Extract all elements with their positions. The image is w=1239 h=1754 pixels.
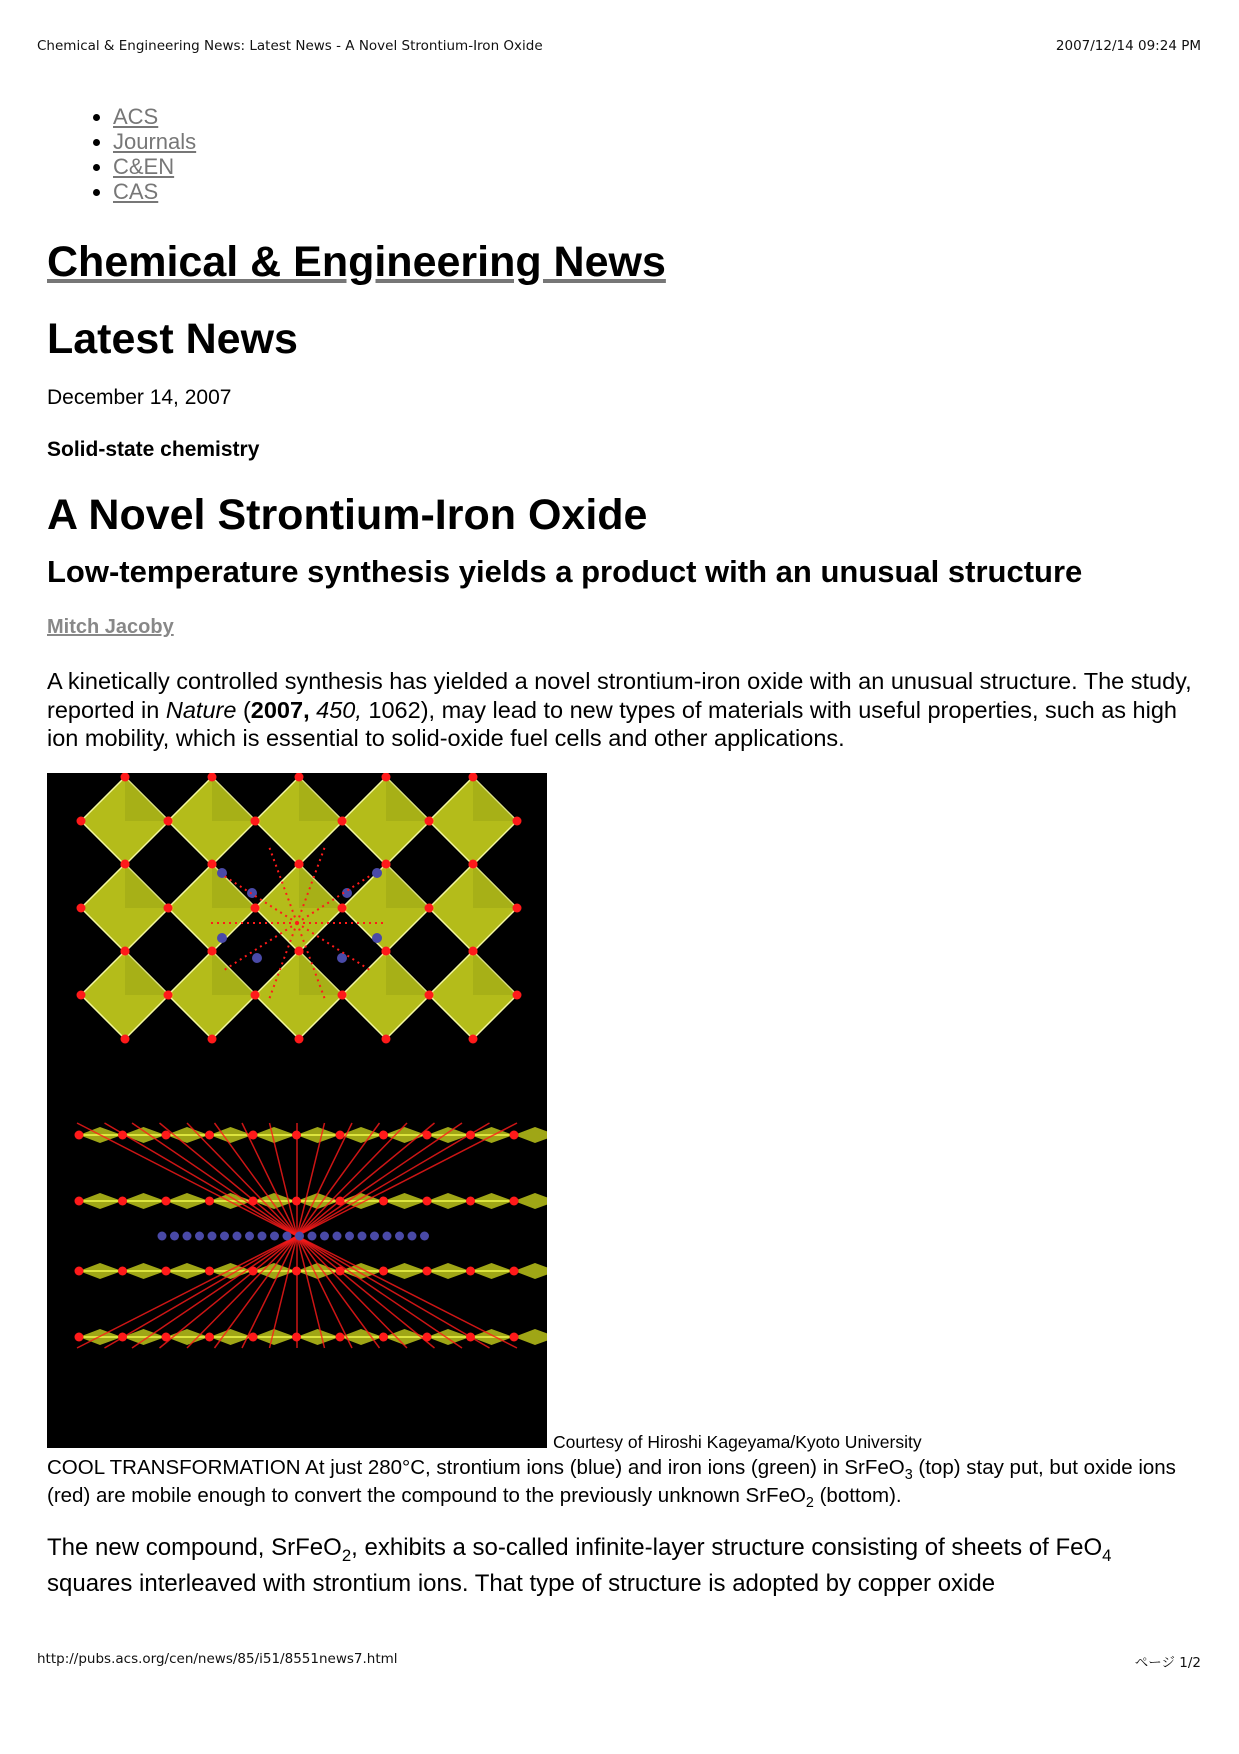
- oxide-ion: [336, 1332, 345, 1341]
- oxide-ion: [379, 1130, 388, 1139]
- oxide-ion: [121, 1034, 130, 1043]
- oxide-ion: [208, 859, 217, 868]
- oxide-ion: [425, 990, 434, 999]
- body-subscript-1: 2: [341, 1545, 352, 1565]
- body-text-3: squares interleaved with strontium ions. That type of structure is adopted by copper oxide: [47, 1569, 996, 1597]
- figure-row: [47, 773, 1197, 1452]
- figure-credit: Courtesy of Hiroshi Kageyama/Kyoto University: [553, 1431, 922, 1452]
- print-footer-url: http://pubs.acs.org/cen/news/85/i51/8551news7.html: [37, 1651, 398, 1667]
- strontium-ion: [245, 1231, 254, 1240]
- strontium-ion: [308, 1231, 317, 1240]
- strontium-ion: [270, 1231, 279, 1240]
- strontium-ion: [233, 1231, 242, 1240]
- oxide-ion: [208, 1034, 217, 1043]
- oxide-ion: [295, 946, 304, 955]
- nav-item-cen: [113, 154, 1197, 179]
- oxide-ion: [379, 1266, 388, 1275]
- oxide-ion: [251, 990, 260, 999]
- oxide-ion: [510, 1130, 519, 1139]
- strontium-ion: [220, 1231, 229, 1240]
- oxide-ion: [338, 816, 347, 825]
- strontium-ion: [283, 1231, 292, 1240]
- oxide-ion: [379, 1196, 388, 1205]
- oxide-ion: [336, 1130, 345, 1139]
- crystal-structure-figure: [47, 773, 547, 1448]
- oxide-ion: [77, 990, 86, 999]
- nav-link-cas[interactable]: CAS: [113, 179, 159, 204]
- oxide-ion: [382, 946, 391, 955]
- oxide-ion: [75, 1130, 84, 1139]
- print-header-title: Chemical & Engineering News: Latest News - A Novel Strontium-Iron Oxide: [37, 38, 543, 54]
- oxide-ion: [469, 859, 478, 868]
- strontium-ion: [217, 933, 227, 943]
- oxide-ion: [77, 816, 86, 825]
- oxide-ion: [251, 816, 260, 825]
- caption-text-2: (top) stay put, but oxide ions (red) are mobile enough to convert the compound to the previously unknown SrFeO: [47, 1455, 1176, 1507]
- oxide-ion: [469, 1034, 478, 1043]
- oxide-ion: [295, 859, 304, 868]
- strontium-ion: [395, 1231, 404, 1240]
- oxide-ion: [162, 1266, 171, 1275]
- section-title: Latest News: [47, 315, 298, 363]
- figure-caption: [47, 1454, 1177, 1510]
- oxide-ion: [208, 946, 217, 955]
- oxide-ion: [205, 1266, 214, 1275]
- print-footer: [37, 1651, 1201, 1671]
- strontium-ion: [320, 1231, 329, 1240]
- oxide-ion: [164, 990, 173, 999]
- oxide-ion: [423, 1196, 432, 1205]
- nav-link-journals[interactable]: Journals: [113, 129, 197, 154]
- strontium-ion: [195, 1231, 204, 1240]
- oxide-ion: [164, 816, 173, 825]
- strontium-ion: [358, 1231, 367, 1240]
- print-header-datetime: 2007/12/14 09:24 PM: [1055, 38, 1201, 54]
- intro-text-3: 1062), may lead to new types of materials with useful properties, such as high ion mobility, which is essential to solid-oxide fuel cells and other applications.: [47, 696, 1177, 751]
- oxide-ion: [295, 1034, 304, 1043]
- oxide-ion: [75, 1266, 84, 1275]
- oxide-ion: [164, 903, 173, 912]
- article-date: December 14, 2007: [47, 386, 232, 409]
- site-title-link[interactable]: Chemical & Engineering News: [47, 238, 666, 286]
- article-headline: A Novel Strontium-Iron Oxide: [47, 491, 648, 539]
- strontium-ion: [170, 1231, 179, 1240]
- article-deck: Low-temperature synthesis yields a product with an unusual structure: [47, 554, 1083, 589]
- article-kicker: Solid-state chemistry: [47, 438, 260, 461]
- nav-item-acs: [113, 104, 1197, 129]
- oxide-ion: [510, 1266, 519, 1275]
- strontium-ion: [258, 1231, 267, 1240]
- oxide-ion: [251, 903, 260, 912]
- oxide-ion: [205, 1130, 214, 1139]
- strontium-ion: [420, 1231, 429, 1240]
- oxide-ion: [425, 816, 434, 825]
- print-header: [37, 38, 1201, 54]
- oxide-ion: [162, 1196, 171, 1205]
- article-page: [47, 104, 1197, 1602]
- oxide-ion: [75, 1196, 84, 1205]
- body-subscript-2: 4: [1102, 1545, 1112, 1565]
- body-text-1: The new compound, SrFeO: [47, 1533, 342, 1561]
- caption-text-3: (bottom).: [813, 1483, 902, 1507]
- site-title: [47, 236, 1197, 288]
- article-body-paragraph: [47, 1530, 1177, 1602]
- nav-item-cas: [113, 179, 1197, 204]
- oxide-ion: [75, 1332, 84, 1341]
- intro-text-2: (: [236, 696, 251, 723]
- strontium-ion: [372, 868, 382, 878]
- oxide-ion: [466, 1196, 475, 1205]
- body-text-2: , exhibits a so-called infinite-layer structure consisting of sheets of FeO: [351, 1533, 1103, 1561]
- oxide-ion: [249, 1332, 258, 1341]
- strontium-ion: [295, 1231, 304, 1240]
- oxide-ion: [466, 1266, 475, 1275]
- oxide-ion: [510, 1196, 519, 1205]
- strontium-ion: [408, 1231, 417, 1240]
- strontium-ion: [333, 1231, 342, 1240]
- nav-link-cen[interactable]: C&EN: [113, 154, 175, 179]
- strontium-ion: [158, 1231, 167, 1240]
- print-footer-page: ページ 1/2: [1134, 1655, 1201, 1671]
- oxide-ion: [513, 816, 522, 825]
- oxide-ion: [513, 903, 522, 912]
- oxide-ion: [513, 990, 522, 999]
- oxide-ion: [121, 859, 130, 868]
- strontium-ion: [337, 953, 347, 963]
- caption-subscript-1: 3: [904, 1466, 913, 1483]
- caption-subscript-2: 2: [805, 1494, 814, 1511]
- oxide-ion: [379, 1332, 388, 1341]
- nav-link-acs[interactable]: ACS: [113, 104, 159, 129]
- oxide-ion: [338, 990, 347, 999]
- strontium-ion: [345, 1231, 354, 1240]
- byline: [47, 615, 1197, 639]
- strontium-ion: [383, 1231, 392, 1240]
- oxide-ion: [425, 903, 434, 912]
- nav-item-journals: [113, 129, 1197, 154]
- oxide-ion: [382, 859, 391, 868]
- oxide-ion: [77, 903, 86, 912]
- author-link[interactable]: Mitch Jacoby: [47, 616, 174, 638]
- citation-year: 2007,: [250, 696, 310, 723]
- oxide-ion: [118, 1196, 127, 1205]
- oxide-ion: [382, 1034, 391, 1043]
- citation-volume: 450,: [309, 696, 362, 723]
- strontium-ion: [252, 953, 262, 963]
- strontium-ion: [208, 1231, 217, 1240]
- article-intro-paragraph: [47, 667, 1197, 753]
- oxide-ion: [423, 1266, 432, 1275]
- oxide-ion: [118, 1266, 127, 1275]
- oxide-ion: [205, 1332, 214, 1341]
- strontium-ion: [370, 1231, 379, 1240]
- strontium-ion: [183, 1231, 192, 1240]
- oxide-ion: [205, 1196, 214, 1205]
- site-nav: [47, 104, 1197, 204]
- journal-name: Nature: [165, 696, 237, 723]
- intro-text-1: A kinetically controlled synthesis has yielded a novel strontium-iron oxide with an unusual structure. The study, reported in: [47, 668, 1192, 723]
- caption-text-1: COOL TRANSFORMATION At just 280°C, strontium ions (blue) and iron ions (green) in SrFeO: [47, 1455, 905, 1479]
- oxide-ion: [121, 946, 130, 955]
- oxide-ion: [338, 903, 347, 912]
- oxide-ion: [510, 1332, 519, 1341]
- strontium-ion: [372, 933, 382, 943]
- crystal-structure-illustration: [47, 773, 547, 1448]
- oxide-ion: [469, 946, 478, 955]
